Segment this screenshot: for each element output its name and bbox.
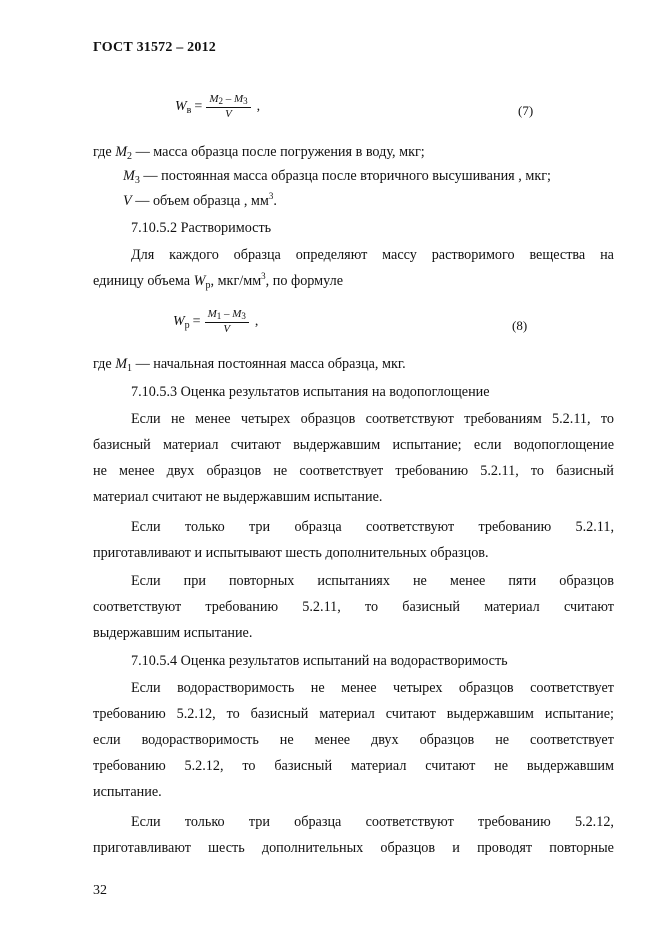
- p1-line-2: базисный материал считают выдержавшим испытание; если водопоглощение: [93, 437, 614, 453]
- para-solubility-line-1: Для каждого образца определяют массу растворимого вещества на: [131, 247, 614, 263]
- p1-line-4: материал считают не выдержавшим испытание.: [93, 489, 383, 505]
- def-m2: где $M_2$ — масса образца после погружения в воду, мкг;: [93, 144, 425, 162]
- p5-line-2: приготавливают шесть дополнительных образцов и проводят повторные: [93, 840, 614, 856]
- section-7-10-5-4: 7.10.5.4 Оценка результатов испытаний на водорастворимость: [131, 653, 508, 669]
- formula-7-fraction: $\frac{M_2 - M_3}{V}$: [206, 94, 250, 121]
- def-m3: $M_3$ — постоянная масса образца после вторичного высушивания , мкг;: [123, 168, 551, 186]
- document-header: ГОСТ 31572 – 2012: [93, 40, 216, 55]
- p2-line-1: Если только три образца соответствуют требованию 5.2.11,: [131, 519, 614, 535]
- def-m1: где $M_1$ — начальная постоянная масса образца, мкг.: [93, 356, 406, 374]
- p3-line-1: Если при повторных испытаниях не менее пяти образцов: [131, 573, 614, 589]
- para-solubility-line-2: единицу объема $W_р$, мкг/$мм^3$, по формуле: [93, 271, 343, 291]
- p1-line-3: не менее двух образцов не соответствует требованию 5.2.11, то базисный: [93, 463, 614, 479]
- formula-7-lhs: $W_в$: [175, 98, 192, 116]
- formula-8-equals: =: [192, 314, 201, 330]
- p4-line-3: если водорастворимость не менее двух образцов не соответствует: [93, 732, 614, 748]
- p4-line-5: испытание.: [93, 784, 162, 800]
- page-number: 32: [93, 883, 107, 898]
- p4-line-1: Если водорастворимость не менее четырех образцов соответствует: [131, 680, 614, 696]
- section-7-10-5-3: 7.10.5.3 Оценка результатов испытания на водопоглощение: [131, 384, 490, 400]
- p1-line-1: Если не менее четырех образцов соответствуют требованиям 5.2.11, то: [131, 411, 614, 427]
- p3-line-2: соответствуют требованию 5.2.11, то базисный материал считают: [93, 599, 614, 615]
- p4-line-2: требованию 5.2.12, то базисный материал считают выдержавшим испытание;: [93, 706, 614, 722]
- p4-line-4: требованию 5.2.12, то базисный материал считают не выдержавшим: [93, 758, 614, 774]
- formula-8-number: (8): [512, 318, 528, 333]
- p3-line-3: выдержавшим испытание.: [93, 625, 253, 641]
- p5-line-1: Если только три образца соответствуют требованию 5.2.12,: [131, 814, 614, 830]
- formula-7-number: (7): [518, 103, 534, 118]
- section-7-10-5-2: 7.10.5.2 Растворимость: [131, 220, 272, 236]
- formula-8-lhs: $W_р$: [173, 313, 190, 331]
- def-v: V — объем образца , $мм^3$.: [123, 191, 277, 209]
- formula-7-equals: =: [194, 99, 203, 115]
- formula-8-fraction: $\frac{M_1 - M_3}{V}$: [205, 309, 249, 336]
- formula-7: $W_в$ = $\frac{M_2 - M_3}{V}$ ,: [175, 93, 261, 121]
- p2-line-2: приготавливают и испытывают шесть дополнительных образцов.: [93, 545, 489, 561]
- formula-8: $W_р$ = $\frac{M_1 - M_3}{V}$ ,: [173, 308, 259, 336]
